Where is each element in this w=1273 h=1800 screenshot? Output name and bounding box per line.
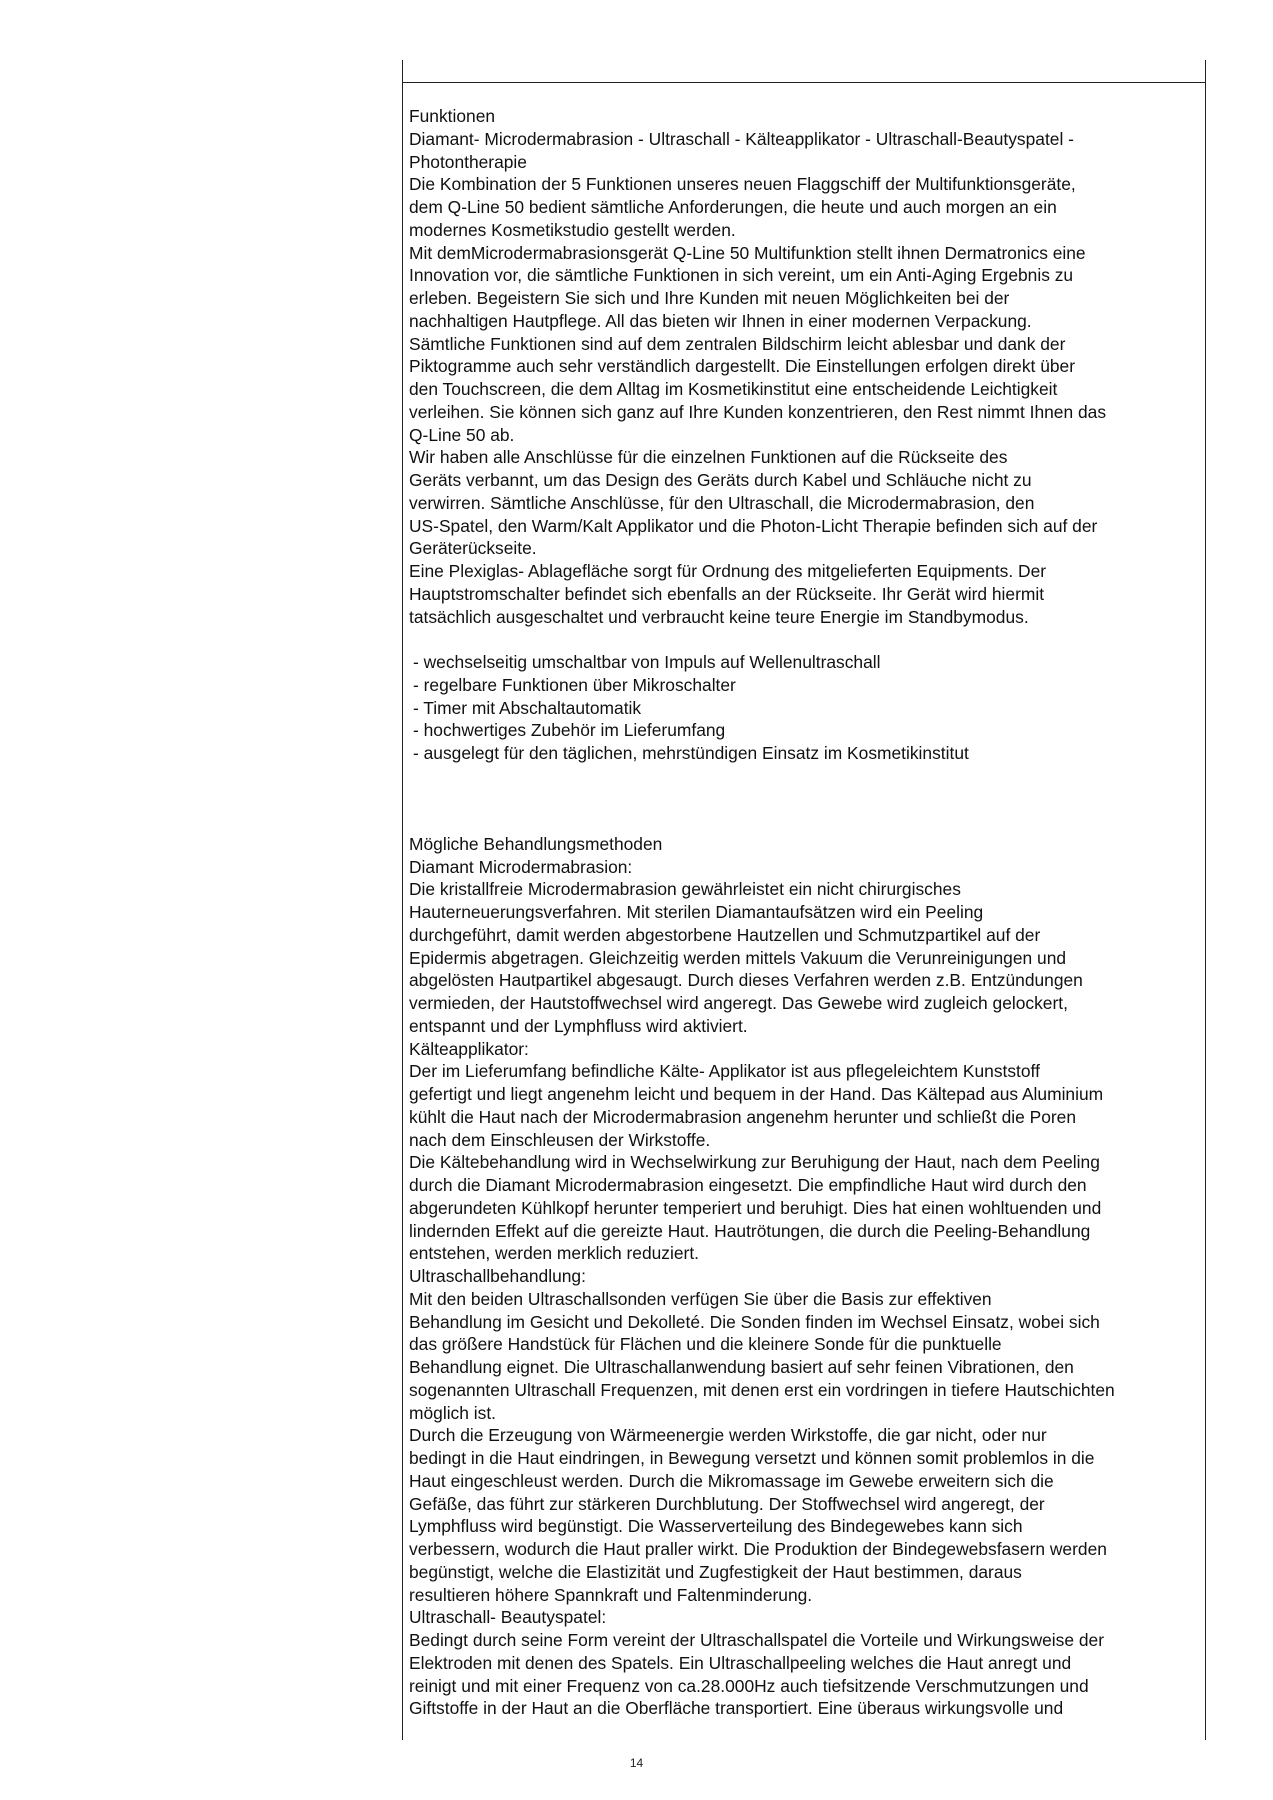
text-line: Giftstoffe in der Haut an die Oberfläche transportiert. Eine überaus wirkungsvolle und [409, 1698, 1064, 1719]
functions-text [409, 128, 1199, 629]
text-line: Sämtliche Funktionen sind auf dem zentralen Bildschirm leicht ablesbar und dank der [409, 333, 1066, 354]
text-line: möglich ist. [409, 1402, 496, 1423]
spacer [409, 765, 1199, 833]
table-border-right [1205, 60, 1206, 1740]
text-line: nachhaltigen Hautpflege. All das bieten wir Ihnen in einer modernen Verpackung. [409, 310, 1032, 331]
text-line: kühlt die Haut nach der Microdermabrasion angenehm herunter und schließt die Poren [409, 1106, 1077, 1127]
text-line: den Touchscreen, die dem Alltag im Kosmetikinstitut eine entscheidende Leichtigkeit [409, 379, 1058, 399]
text-line: Ultraschallbehandlung: [409, 1266, 586, 1286]
text-line: reinigt und mit einer Frequenz von ca.28.000Hz auch tiefsitzende Verschmutzungen und [409, 1675, 1089, 1696]
text-line: sogenannten Ultraschall Frequenzen, mit denen erst ein vordringen in tiefere Hautschichten [409, 1379, 1115, 1400]
text-line: Epidermis abgetragen. Gleichzeitig werden mittels Vakuum die Verunreinigungen und [409, 947, 1067, 968]
text-line: begünstigt, welche die Elastizität und Zugfestigkeit der Haut bestimmen, daraus [409, 1561, 1022, 1582]
text-line: Photontherapie [409, 151, 527, 172]
feature-item: - hochwertiges Zubehör im Lieferumfang [413, 720, 726, 741]
text-line: erleben. Begeistern Sie sich und Ihre Kunden mit neuen Möglichkeiten bei der [409, 288, 1010, 308]
text-line: entstehen, werden merklich reduziert. [409, 1243, 699, 1264]
text-line: Innovation vor, die sämtliche Funktionen in sich vereint, um ein Anti-Aging Ergebnis zu [409, 265, 1074, 286]
text-line: Geräts verbannt, um das Design des Geräts durch Kabel und Schläuche nicht zu [409, 470, 1032, 490]
text-line: nach dem Einschleusen der Wirkstoffe. [409, 1129, 711, 1150]
text-line: verbessern, wodurch die Haut praller wirkt. Die Produktion der Bindegewebsfasern werden [409, 1539, 1107, 1559]
section-heading-funktionen: Funktionen [409, 106, 496, 126]
text-line: Die Kombination der 5 Funktionen unseres neuen Flaggschiff der Multifunktionsgeräte, [409, 174, 1076, 195]
text-line: bedingt in die Haut eindringen, in Bewegung versetzt und können somit problemlos in die [409, 1448, 1095, 1468]
text-line: Geräterückseite. [409, 538, 537, 559]
text-line: Q-Line 50 ab. [409, 424, 515, 445]
feature-item: - regelbare Funktionen über Mikroschalter [413, 674, 736, 695]
section-heading-behandlungsmethoden: Mögliche Behandlungsmethoden [409, 833, 663, 854]
text-line: Diamant Microdermabrasion: [409, 856, 633, 877]
text-line: Der im Lieferumfang befindliche Kälte- Applikator ist aus pflegeleichtem Kunststoff [409, 1061, 1040, 1082]
text-line: resultieren höhere Spannkraft und Faltenminderung. [409, 1584, 813, 1605]
text-line: Lymphfluss wird begünstigt. Die Wasserverteilung des Bindegewebes kann sich [409, 1516, 1023, 1537]
text-line: dem Q-Line 50 bedient sämtliche Anforderungen, die heute und auch morgen an ein [409, 197, 1057, 217]
text-line: Gefäße, das führt zur stärkeren Durchblutung. Der Stoffwechsel wird angeregt, der [409, 1493, 1045, 1514]
text-line: vermieden, der Hautstoffwechsel wird angeregt. Das Gewebe wird zugleich gelockert, [409, 993, 1068, 1013]
text-line: Durch die Erzeugung von Wärmeenergie werden Wirkstoffe, die gar nicht, oder nur [409, 1425, 1047, 1446]
text-line: Die kristallfreie Microdermabrasion gewährleistet ein nicht chirurgisches [409, 879, 961, 900]
text-line: verwirren. Sämtliche Anschlüsse, für den Ultraschall, die Microdermabrasion, den [409, 492, 1035, 513]
text-line: modernes Kosmetikstudio gestellt werden. [409, 219, 736, 240]
text-line: Hauterneuerungsverfahren. Mit sterilen Diamantaufsätzen wird ein Peeling [409, 902, 984, 922]
text-line: Piktogramme auch sehr verständlich dargestellt. Die Einstellungen erfolgen direkt über [409, 356, 1076, 377]
text-line: Bedingt durch seine Form vereint der Ultraschallspatel die Vorteile und Wirkungsweise der [409, 1630, 1104, 1650]
feature-item: - wechselseitig umschaltbar von Impuls auf Wellenultraschall [413, 652, 881, 672]
text-line: Wir haben alle Anschlüsse für die einzelnen Funktionen auf die Rückseite des [409, 447, 1008, 468]
text-line: abgerundeten Kühlkopf herunter temperiert und beruhigt. Dies hat einen wohltuenden und [409, 1197, 1102, 1218]
text-line: abgelösten Hautpartikel abgesaugt. Durch dieses Verfahren werden z.B. Entzündungen [409, 970, 1083, 991]
text-line: tatsächlich ausgeschaltet und verbraucht keine teure Energie im Standbymodus. [409, 606, 1029, 627]
text-line: gefertigt und liegt angenehm leicht und bequem in der Hand. Das Kältepad aus Aluminium [409, 1084, 1104, 1104]
methods-text [409, 856, 1199, 1721]
text-line: Eine Plexiglas- Ablagefläche sorgt für Ordnung des mitgelieferten Equipments. Der [409, 561, 1047, 581]
table-row-divider [402, 82, 1206, 83]
text-line: Behandlung eignet. Die Ultraschallanwendung basiert auf sehr feinen Vibrationen, den [409, 1357, 1074, 1377]
feature-item: - ausgelegt für den täglichen, mehrstündigen Einsatz im Kosmetikinstitut [413, 743, 969, 763]
feature-list [409, 651, 1199, 765]
table-border-left [402, 60, 403, 1740]
text-line: durch die Diamant Microdermabrasion eingesetzt. Die empfindliche Haut wird durch den [409, 1175, 1087, 1195]
text-line: entspannt und der Lymphfluss wird aktiviert. [409, 1015, 748, 1036]
text-line: das größere Handstück für Flächen und die kleinere Sonde für die punktuelle [409, 1334, 1002, 1355]
text-line: Hauptstromschalter befindet sich ebenfalls an der Rückseite. Ihr Gerät wird hiermit [409, 583, 1045, 604]
text-line: verleihen. Sie können sich ganz auf Ihre Kunden konzentrieren, den Rest nimmt Ihnen das [409, 401, 1107, 422]
text-line: Behandlung im Gesicht und Dekolleté. Die Sonden finden im Wechsel Einsatz, wobei sich [409, 1311, 1100, 1332]
document-body [409, 105, 1199, 1720]
text-line: Mit demMicrodermabrasionsgerät Q-Line 50 Multifunktion stellt ihnen Dermatronics eine [409, 242, 1086, 263]
text-line: Mit den beiden Ultraschallsonden verfügen Sie über die Basis zur effektiven [409, 1288, 992, 1309]
feature-item: - Timer mit Abschaltautomatik [413, 697, 642, 718]
spacer [409, 628, 1199, 651]
page-number: 14 [629, 1756, 644, 1770]
text-line: Elektroden mit denen des Spatels. Ein Ultraschallpeeling welches die Haut anregt und [409, 1652, 1072, 1673]
text-line: durchgeführt, damit werden abgestorbene Hautzellen und Schmutzpartikel auf der [409, 924, 1041, 945]
text-line: Diamant- Microdermabrasion - Ultraschall - Kälteapplikator - Ultraschall-Beautyspatel - [409, 128, 1074, 149]
text-line: Kälteapplikator: [409, 1038, 529, 1059]
text-line: Die Kältebehandlung wird in Wechselwirkung zur Beruhigung der Haut, nach dem Peeling [409, 1152, 1100, 1173]
text-line: lindernden Effekt auf die gereizte Haut. Hautrötungen, die durch die Peeling-Behandlung [409, 1220, 1091, 1241]
text-line: US-Spatel, den Warm/Kalt Applikator und die Photon-Licht Therapie befinden sich auf der [409, 515, 1098, 536]
text-line: Haut eingeschleust werden. Durch die Mikromassage im Gewebe erweitern sich die [409, 1470, 1054, 1491]
text-line: Ultraschall- Beautyspatel: [409, 1607, 607, 1628]
